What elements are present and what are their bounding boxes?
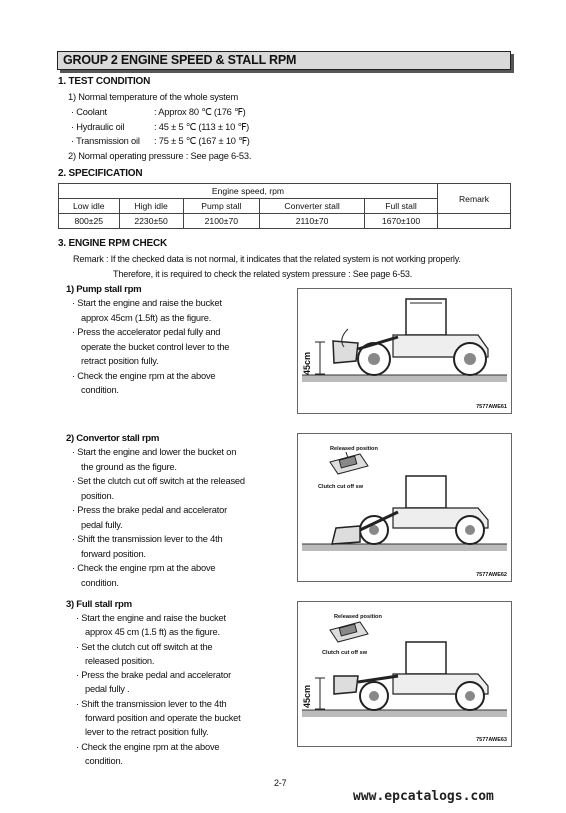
- step-line: the ground as the figure.: [81, 461, 177, 472]
- step-line: · Start the engine and raise the bucket: [72, 298, 222, 308]
- wheel-loader-icon: [298, 289, 511, 413]
- step-line: retract position fully.: [81, 356, 159, 366]
- pump-stall-steps: [72, 298, 229, 400]
- step-line: · Start the engine and raise the bucket: [76, 613, 226, 623]
- convertor-stall-title: 2) Convertor stall rpm: [66, 433, 160, 444]
- page-title: GROUP 2 ENGINE SPEED & STALL RPM: [63, 53, 297, 67]
- figure-code: 7577AWE63: [476, 737, 507, 743]
- transmission-oil-value: : 75 ± 5 ℃ (167 ± 10 ℉): [154, 136, 250, 146]
- step-line: · Press the brake pedal and accelerator: [76, 670, 231, 681]
- spec-cell: 1670±100: [365, 214, 438, 229]
- spec-cell: 2230±50: [119, 214, 183, 229]
- spec-cell-remark: [438, 214, 511, 229]
- step-line: pedal fully .: [85, 684, 130, 695]
- step-line: forward position and operate the bucket: [85, 713, 241, 724]
- rpm-check-heading: 3. ENGINE RPM CHECK: [58, 238, 167, 249]
- step-line: forward position.: [81, 548, 146, 559]
- hydraulic-oil-value: : 45 ± 5 ℃ (113 ± 10 ℉): [154, 122, 250, 132]
- remark-line1: Remark : If the checked data is not normal, it indicates that the related system is not working properly.: [73, 254, 461, 264]
- col-header: Converter stall: [260, 199, 365, 214]
- step-line: condition.: [81, 385, 119, 395]
- spec-cell: 800±25: [59, 214, 120, 229]
- step-line: approx 45cm (1.5ft) as the figure.: [81, 312, 212, 323]
- clutch-cut-off-label: Clutch cut off sw: [322, 650, 368, 656]
- step-line: · Check the engine rpm at the above: [76, 741, 220, 752]
- pump-stall-figure: [297, 288, 512, 414]
- step-line: · Press the brake pedal and accelerator: [72, 505, 227, 515]
- step-line: · Shift the transmission lever to the 4th: [72, 534, 223, 544]
- col-header: Full stall: [365, 199, 438, 214]
- transmission-oil-label: · Transmission oil: [71, 136, 140, 146]
- specification-heading: 2. SPECIFICATION: [58, 168, 143, 179]
- page-number: 2-7: [274, 778, 287, 788]
- step-line: · Check the engine rpm at the above: [72, 563, 216, 573]
- step-line: · Press the accelerator pedal fully and: [72, 327, 221, 337]
- step-line: · Check the engine rpm at the above: [72, 370, 216, 381]
- remark-header: Remark: [438, 184, 511, 214]
- step-line: · Shift the transmission lever to the 4th: [76, 698, 227, 709]
- remark-line2: Therefore, it is required to check the related system pressure : See page 6-53.: [113, 269, 413, 279]
- convertor-stall-steps: [72, 447, 245, 592]
- step-line: · Start the engine and lower the bucket on: [72, 447, 237, 457]
- step-line: condition.: [85, 755, 123, 766]
- full-stall-title: 3) Full stall rpm: [66, 599, 132, 610]
- released-position-label: Released position: [334, 614, 382, 620]
- col-header: Low idle: [59, 199, 120, 214]
- step-line: released position.: [85, 655, 155, 666]
- group-header: [57, 51, 511, 70]
- wheel-loader-icon: [298, 602, 511, 746]
- figure-code: 7577AWE61: [476, 404, 507, 410]
- wheel-loader-icon: [298, 434, 511, 581]
- step-line: operate the bucket control lever to the: [81, 341, 230, 352]
- test-condition-item2: 2) Normal operating pressure : See page 6-53.: [68, 151, 252, 161]
- spec-cell: 2100±70: [183, 214, 260, 229]
- released-position-label: Released position: [330, 446, 378, 452]
- figure-code: 7577AWE62: [476, 572, 507, 578]
- hydraulic-oil-label: · Hydraulic oil: [71, 122, 125, 132]
- engine-speed-header: Engine speed, rpm: [59, 184, 438, 199]
- step-line: pedal fully.: [81, 519, 123, 530]
- full-stall-figure: [297, 601, 512, 747]
- pump-stall-title: 1) Pump stall rpm: [66, 284, 142, 295]
- step-line: · Set the clutch cut off switch at the released: [72, 476, 245, 486]
- clutch-cut-off-label: Clutch cut off sw: [318, 484, 364, 490]
- specification-table: [58, 183, 511, 229]
- dimension-label: 45cm: [302, 684, 312, 708]
- step-line: approx 45 cm (1.5 ft) as the figure.: [85, 627, 220, 638]
- coolant-value: : Approx 80 ℃ (176 ℉): [154, 107, 246, 117]
- full-stall-steps: [76, 613, 241, 770]
- dimension-label: 45cm: [302, 351, 312, 375]
- col-header: High idle: [119, 199, 183, 214]
- watermark: www.epcatalogs.com: [353, 789, 494, 804]
- spec-cell: 2110±70: [260, 214, 365, 229]
- convertor-stall-figure: [297, 433, 512, 582]
- step-line: lever to the retract position fully.: [85, 727, 209, 738]
- test-condition-heading: 1. TEST CONDITION: [58, 76, 151, 87]
- col-header: Pump stall: [183, 199, 260, 214]
- test-condition-item1: 1) Normal temperature of the whole system: [68, 92, 239, 102]
- step-line: · Set the clutch cut off switch at the: [76, 641, 213, 652]
- step-line: position.: [81, 490, 114, 501]
- coolant-label: · Coolant: [71, 107, 107, 117]
- step-line: condition.: [81, 577, 119, 588]
